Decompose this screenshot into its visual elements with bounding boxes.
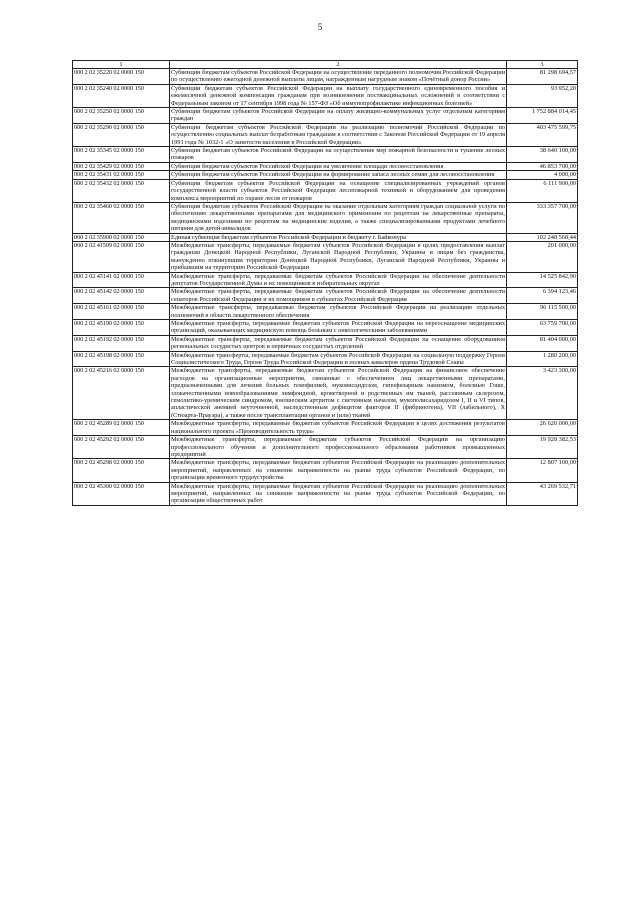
budget-code-cell: 000 2 02 35432 02 0000 150 [73, 179, 170, 202]
table-row [73, 288, 578, 304]
description-cell: Межбюджетные трансферты, передаваемые бюджетам субъектов Российской Федерации на организацию профессионального обучения и дополнительного профессионального образования работников промышленных предприятий [171, 436, 505, 458]
amount-cell: 46 853 700,00 [507, 162, 578, 170]
description-cell: Межбюджетные трансферты, передаваемые бюджетам субъектов Российской Федерации на реализацию дополнительных мероприятий, направленных на снижение напряженности на рынке труда субъектов Российской Федерации, по организации общественных работ [171, 482, 505, 505]
budget-code-cell: 000 2 02 45192 02 0000 150 [73, 335, 170, 351]
budget-code-cell: 000 2 02 45141 02 0000 150 [73, 272, 170, 288]
table-row [73, 304, 578, 320]
amount-cell: 102 248 560,44 [507, 233, 578, 241]
description-cell: Субвенции бюджетам субъектов Российской Федерации на осуществление мер пожарной безопасности и тушение лесных пожаров [171, 147, 505, 162]
budget-code-cell: 000 2 02 45300 02 0000 150 [73, 482, 170, 505]
budget-code-cell: 000 2 02 45161 02 0000 150 [73, 304, 170, 320]
budget-code-cell: 000 2 02 45289 02 0000 150 [73, 420, 170, 436]
table-row [73, 162, 578, 170]
table-row [73, 179, 578, 202]
amount-cell: 81 298 694,57 [507, 69, 578, 85]
table-row [73, 335, 578, 351]
table-row [73, 420, 578, 436]
table-row [73, 272, 578, 288]
table-row [73, 108, 578, 124]
table-row [73, 69, 578, 85]
description-cell: Единая субвенция бюджетам субъектов Российской Федерации и бюджету г. Байконура [170, 233, 507, 241]
description-cell: Субвенции бюджетам субъектов Российской Федерации на формирование запаса лесных семян для лесовосстановления [170, 171, 507, 179]
amount-cell: 93 952,20 [507, 84, 578, 107]
table-row [73, 241, 578, 272]
table-row [73, 320, 578, 336]
budget-code-cell: 000 2 02 35250 02 0000 150 [73, 108, 170, 124]
budget-code-cell: 000 2 02 35460 02 0000 150 [73, 202, 170, 233]
budget-code-cell: 000 2 02 35290 02 0000 150 [73, 123, 170, 146]
description-cell: Межбюджетные трансферты, передаваемые бюджетам субъектов Российской Федерации в целях предоставления выплат гражданам Донецкой Народной Республики, Луганской Народной Республики, Украины и лицам без гражданства, вынужденно покинувшим территории Донецкой Народной Республики, Луганской Народной Республики, Украины и прибывшим на территорию Российской Федерации [171, 241, 505, 272]
amount-cell: 201 000,00 [507, 241, 578, 272]
table-row [73, 171, 578, 179]
description-cell: Межбюджетные трансферты, передаваемые бюджетам субъектов Российской Федерации в целях достижения результатов национального проекта «Производительность труда» [171, 420, 505, 435]
budget-code-cell: 000 2 02 45142 02 0000 150 [73, 288, 170, 304]
amount-cell: 1 752 884 014,45 [507, 108, 578, 124]
description-cell: Межбюджетные трансферты, передаваемые бюджетам субъектов Российской Федерации на финансовое обеспечение расходов на организационные мероприятия, связанные с обеспечением лиц лекарственными препаратами, предназначенными для лечения больных гемофилией, муковисцидозом, гипофизарным нанизмом, болезнью Гоше, злокачественными новообразованиями лимфоидной, кроветворной и родственных им тканей, рассеянным склерозом, гемолитико-уремическим синдромом, юношеским артритом с системным началом, мукополисахаридозом I, II и VI типов, апластической анемией неуточненной, наследственным дефицитом факторов II (фибриногена), VII (лабильного), X (Стюарта-Прауэра), а также после трансплантации органов и (или) тканей [171, 367, 505, 419]
table-body [73, 69, 578, 506]
amount-cell: 26 620 000,00 [507, 420, 578, 436]
amount-cell: 333 357 700,00 [507, 202, 578, 233]
budget-code-cell: 000 2 02 45190 02 0000 150 [73, 320, 170, 336]
table-row [73, 482, 578, 505]
amount-cell: 38 640 100,00 [507, 147, 578, 163]
budget-code-cell: 000 2 02 35429 02 0000 150 [73, 162, 170, 170]
budget-code-cell: 000 2 02 41509 02 0000 150 [73, 241, 170, 272]
table-row [73, 123, 578, 146]
budget-code-cell: 000 2 02 45216 02 0000 150 [73, 367, 170, 420]
page-number: 5 [317, 22, 323, 32]
budget-code-cell: 000 2 02 35431 02 0000 150 [73, 171, 170, 179]
description-cell: Межбюджетные трансферты, передаваемые бюджетам субъектов Российской Федерации на реализацию отдельных полномочий в области лекарственного обеспечения [171, 304, 505, 319]
budget-code-cell: 000 2 02 45292 02 0000 150 [73, 436, 170, 459]
table-row [73, 367, 578, 420]
description-cell: Субвенции бюджетам субъектов Российской Федерации на осуществление переданного полномочия Российской Федерации по осуществлению ежегодной денежной выплаты лицам, награжденным нагрудным знаком «Почётный донор России» [171, 69, 505, 84]
budget-code-cell: 000 2 02 35345 02 0000 150 [73, 147, 170, 163]
budget-code-cell: 000 2 02 45198 02 0000 150 [73, 351, 170, 367]
amount-cell: 12 807 100,00 [507, 459, 578, 482]
description-cell: Субвенции бюджетам субъектов Российской Федерации на оплату жилищно-коммунальных услуг отдельным категориям граждан [171, 108, 505, 123]
table-row [73, 147, 578, 163]
amount-cell: 6 394 123,46 [507, 288, 578, 304]
amount-cell: 96 115 500,00 [507, 304, 578, 320]
table-row [73, 84, 578, 107]
amount-cell: 81 404 000,00 [507, 335, 578, 351]
table-row [73, 233, 578, 241]
description-cell: Межбюджетные трансферты, передаваемые бюджетам субъектов Российской Федерации на оснащение оборудованием региональных сосудистых центров и первичных сосудистых отделений [171, 335, 505, 351]
table-header-row [73, 61, 578, 69]
amount-cell: 43 269 532,71 [507, 482, 578, 505]
description-cell: Межбюджетные трансферты, передаваемые бюджетам субъектов Российской Федерации на переоснащение медицинских организаций, оказывающих медицинскую помощь больным с онкологическими заболеваниями [171, 320, 505, 335]
budget-code-cell: 000 2 02 45298 02 0000 150 [73, 459, 170, 482]
amount-cell: 14 525 842,90 [507, 272, 578, 288]
column-header-code: 1 [73, 61, 170, 69]
amount-cell: 403 475 599,75 [507, 123, 578, 146]
description-cell: Межбюджетные трансферты, передаваемые бюджетам субъектов Российской Федерации на социальную поддержку Героев Социалистического Труда, Героев Труда Российской Федерации и полных кавалеров ордена Трудовой Славы [171, 351, 505, 367]
description-cell: Субвенции бюджетам субъектов Российской Федерации на оказание отдельным категориям граждан социальной услуги по обеспечению лекарственными препаратами для медицинского применения по рецептам на лекарственные препараты, медицинскими изделиями по рецептам на медицинские изделия, а также специализированными продуктами лечебного питания для детей-инвалидов [171, 202, 505, 233]
description-cell: Субвенции бюджетам субъектов Российской Федерации на реализацию полномочий Российской Федерации по осуществлению социальных выплат безработным гражданам в соответствии с Законом Российской Федерации от 19 апреля 1991 года № 1032-1 «О занятости населения в Российской Федерации» [171, 123, 505, 146]
amount-cell: 6 111 900,00 [507, 179, 578, 202]
budget-code-cell: 000 2 02 35240 02 0000 150 [73, 84, 170, 107]
description-cell: Субвенции бюджетам субъектов Российской Федерации на оснащение специализированных учреждений органов государственной власти субъектов Российской Федерации лесопожарной техникой и оборудованием для проведения комплекса мероприятий по охране лесов от пожаров [171, 179, 505, 202]
budget-code-cell: 000 2 02 35220 02 0000 150 [73, 69, 170, 85]
amount-cell: 4 000,00 [507, 171, 578, 179]
budget-code-cell: 000 2 02 35900 02 0000 150 [73, 233, 170, 241]
column-header-amount: 3 [507, 61, 578, 69]
column-header-description: 2 [170, 61, 507, 69]
description-cell: Межбюджетные трансферты, передаваемые бюджетам субъектов Российской Федерации на обеспечение деятельности сенаторов Российской Федерации и их помощников в субъектах Российской Федерации [171, 288, 505, 303]
table-row [73, 459, 578, 482]
amount-cell: 3 423 300,00 [507, 367, 578, 420]
table-row [73, 202, 578, 233]
description-cell: Межбюджетные трансферты, передаваемые бюджетам субъектов Российской Федерации на реализацию дополнительных мероприятий, направленных на снижение напряженности на рынке труда субъектов Российской Федерации, по организации временного трудоустройства [171, 459, 505, 482]
amount-cell: 1 280 200,00 [507, 351, 578, 367]
amount-cell: 19 928 382,53 [507, 436, 578, 459]
description-cell: Субвенции бюджетам субъектов Российской Федерации на выплату государственного единовременного пособия и ежемесячной денежной компенсации гражданам при возникновении поствакцинальных осложнений в соответствии с Федеральным законом от 17 сентября 1998 года № 157-ФЗ «Об иммунопрофилактике инфекционных болезней» [171, 84, 505, 107]
amount-cell: 63 759 700,00 [507, 320, 578, 336]
table-row [73, 351, 578, 367]
description-cell: Межбюджетные трансферты, передаваемые бюджетам субъектов Российской Федерации на обеспечение деятельности депутатов Государственной Думы и их помощников в избирательных округах [171, 272, 505, 287]
table-row [73, 436, 578, 459]
budget-revenue-table [72, 60, 578, 506]
description-cell: Субвенции бюджетам субъектов Российской Федерации на увеличение площади лесовосстановления [170, 162, 507, 170]
